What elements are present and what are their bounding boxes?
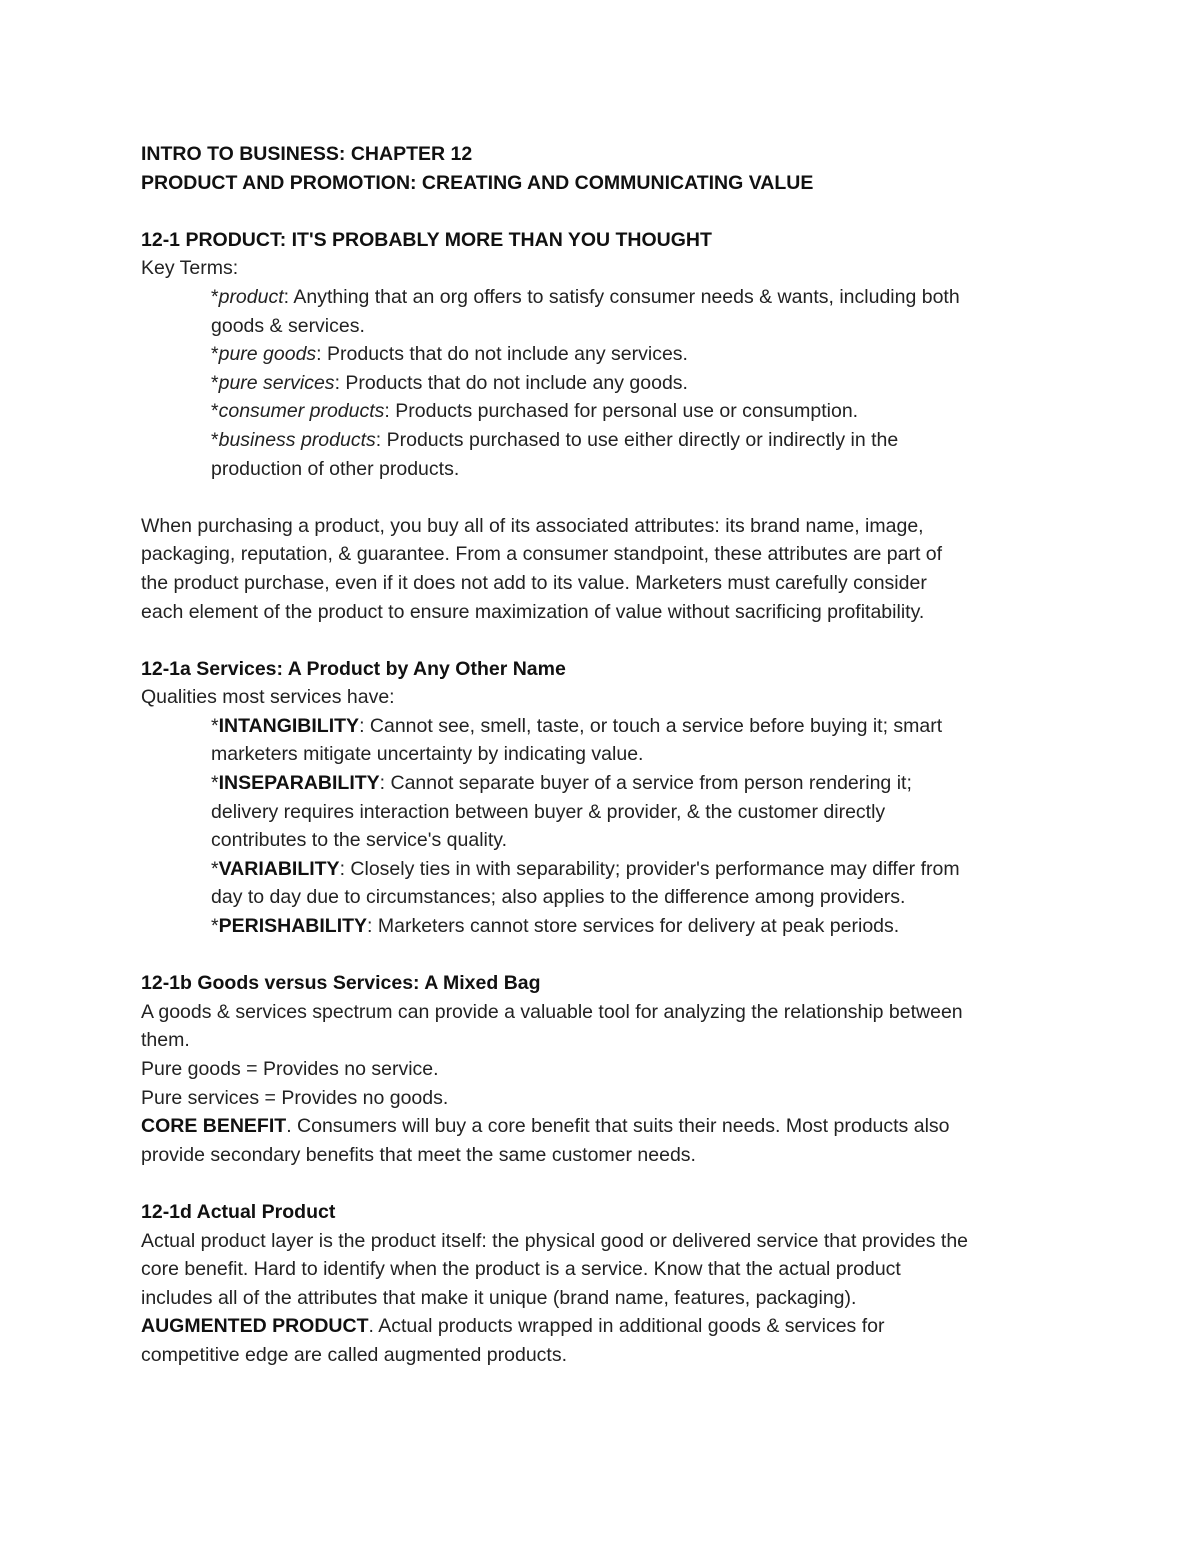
term-name: pure services bbox=[218, 371, 335, 394]
term-bullet: * bbox=[211, 915, 219, 938]
term-definition: : Products purchased to use either directly or indirectly in the bbox=[375, 428, 899, 451]
paragraph-line: them. bbox=[141, 1029, 190, 1052]
paragraph-line: each element of the product to ensure maximization of value without sacrificing profitability. bbox=[141, 600, 925, 623]
quality-inseparability bbox=[141, 769, 1070, 798]
augmented-product-term: AUGMENTED PRODUCT bbox=[141, 1315, 369, 1338]
doc-title-line-2: PRODUCT AND PROMOTION: CREATING AND COMMUNICATING VALUE bbox=[141, 171, 814, 194]
term-definition: : Closely ties in with separability; provider's performance may differ from bbox=[339, 857, 960, 880]
quality-perishability bbox=[141, 912, 1070, 941]
doc-title-line-1: INTRO TO BUSINESS: CHAPTER 12 bbox=[141, 143, 473, 165]
section-heading-12-1d: 12-1d Actual Product bbox=[141, 1200, 336, 1223]
term-definition-continued: goods & services. bbox=[211, 314, 365, 337]
term-consumer-products bbox=[141, 397, 1070, 426]
core-benefit-line bbox=[141, 1112, 1070, 1141]
core-benefit-term: CORE BENEFIT bbox=[141, 1115, 287, 1138]
term-name: INTANGIBILITY bbox=[218, 714, 360, 737]
term-definition-continued: contributes to the service's quality. bbox=[211, 829, 508, 852]
paragraph-line: provide secondary benefits that meet the same customer needs. bbox=[141, 1143, 696, 1166]
term-bullet: * bbox=[211, 714, 219, 737]
quality-intangibility bbox=[141, 712, 1070, 741]
spacer bbox=[141, 197, 1070, 226]
term-definition: : Products purchased for personal use or consumption. bbox=[384, 400, 859, 423]
section-heading-12-1: 12-1 PRODUCT: IT'S PROBABLY MORE THAN YOU THOUGHT bbox=[141, 228, 712, 251]
term-name: INSEPARABILITY bbox=[218, 772, 380, 795]
term-definition: : Cannot separate buyer of a service from person rendering it; bbox=[379, 772, 912, 795]
section-heading-12-1a: 12-1a Services: A Product by Any Other Name bbox=[141, 657, 566, 680]
term-bullet: * bbox=[211, 428, 219, 451]
term-name: business products bbox=[218, 428, 376, 451]
augmented-product-text: . Actual products wrapped in additional goods & services for bbox=[368, 1315, 885, 1338]
term-name: VARIABILITY bbox=[218, 857, 340, 880]
term-name: pure goods bbox=[218, 343, 317, 366]
term-definition: : Products that do not include any services. bbox=[316, 343, 688, 366]
spacer bbox=[141, 941, 1070, 970]
qualities-label: Qualities most services have: bbox=[141, 686, 395, 709]
key-terms-label: Key Terms: bbox=[141, 257, 239, 280]
paragraph-line: Pure goods = Provides no service. bbox=[141, 1058, 439, 1080]
term-bullet: * bbox=[211, 400, 219, 423]
term-definition: : Anything that an org offers to satisfy consumer needs & wants, including both bbox=[283, 285, 960, 308]
spacer bbox=[141, 483, 1070, 512]
spacer bbox=[141, 1169, 1070, 1198]
term-name: PERISHABILITY bbox=[218, 915, 368, 938]
term-definition-continued: marketers mitigate uncertainty by indicating value. bbox=[211, 743, 644, 766]
term-business-products bbox=[141, 426, 1070, 455]
section-heading-12-1b: 12-1b Goods versus Services: A Mixed Bag bbox=[141, 972, 541, 995]
term-definition-continued: day to day due to circumstances; also applies to the difference among providers. bbox=[211, 886, 906, 909]
term-bullet: * bbox=[211, 772, 219, 795]
term-definition: : Products that do not include any goods. bbox=[334, 371, 688, 394]
term-definition: : Cannot see, smell, taste, or touch a service before buying it; smart bbox=[359, 714, 943, 737]
paragraph-line: packaging, reputation, & guarantee. From a consumer standpoint, these attributes are part of bbox=[141, 543, 943, 566]
paragraph-line: competitive edge are called augmented products. bbox=[141, 1343, 568, 1366]
paragraph-line: Pure services = Provides no goods. bbox=[141, 1086, 449, 1109]
term-definition-continued: delivery requires interaction between buyer & provider, & the customer directly bbox=[211, 800, 886, 823]
core-benefit-text: . Consumers will buy a core benefit that suits their needs. Most products also bbox=[286, 1115, 950, 1138]
term-pure-services bbox=[141, 369, 1070, 398]
term-name: consumer products bbox=[218, 400, 385, 423]
paragraph-line: Actual product layer is the product itself: the physical good or delivered service that provides the bbox=[141, 1229, 969, 1252]
term-definition: : Marketers cannot store services for delivery at peak periods. bbox=[367, 915, 900, 938]
term-product bbox=[141, 283, 1070, 312]
term-definition-continued: production of other products. bbox=[211, 457, 460, 480]
term-bullet: * bbox=[211, 857, 219, 880]
paragraph-line: core benefit. Hard to identify when the product is a service. Know that the actual product bbox=[141, 1258, 901, 1281]
paragraph-line: When purchasing a product, you buy all of its associated attributes: its brand name, image, bbox=[141, 514, 924, 537]
quality-variability bbox=[141, 855, 1070, 884]
spacer bbox=[141, 626, 1070, 655]
term-bullet: * bbox=[211, 285, 219, 308]
paragraph-line: the product purchase, even if it does not add to its value. Marketers must carefully consider bbox=[141, 571, 927, 594]
augmented-product-line bbox=[141, 1312, 1070, 1341]
term-name: product bbox=[218, 285, 284, 308]
paragraph-line: A goods & services spectrum can provide a valuable tool for analyzing the relationship between bbox=[141, 1000, 963, 1023]
paragraph-line: includes all of the attributes that make it unique (brand name, features, packaging). bbox=[141, 1286, 857, 1309]
term-bullet: * bbox=[211, 343, 219, 366]
term-bullet: * bbox=[211, 371, 219, 394]
term-pure-goods bbox=[141, 340, 1070, 369]
